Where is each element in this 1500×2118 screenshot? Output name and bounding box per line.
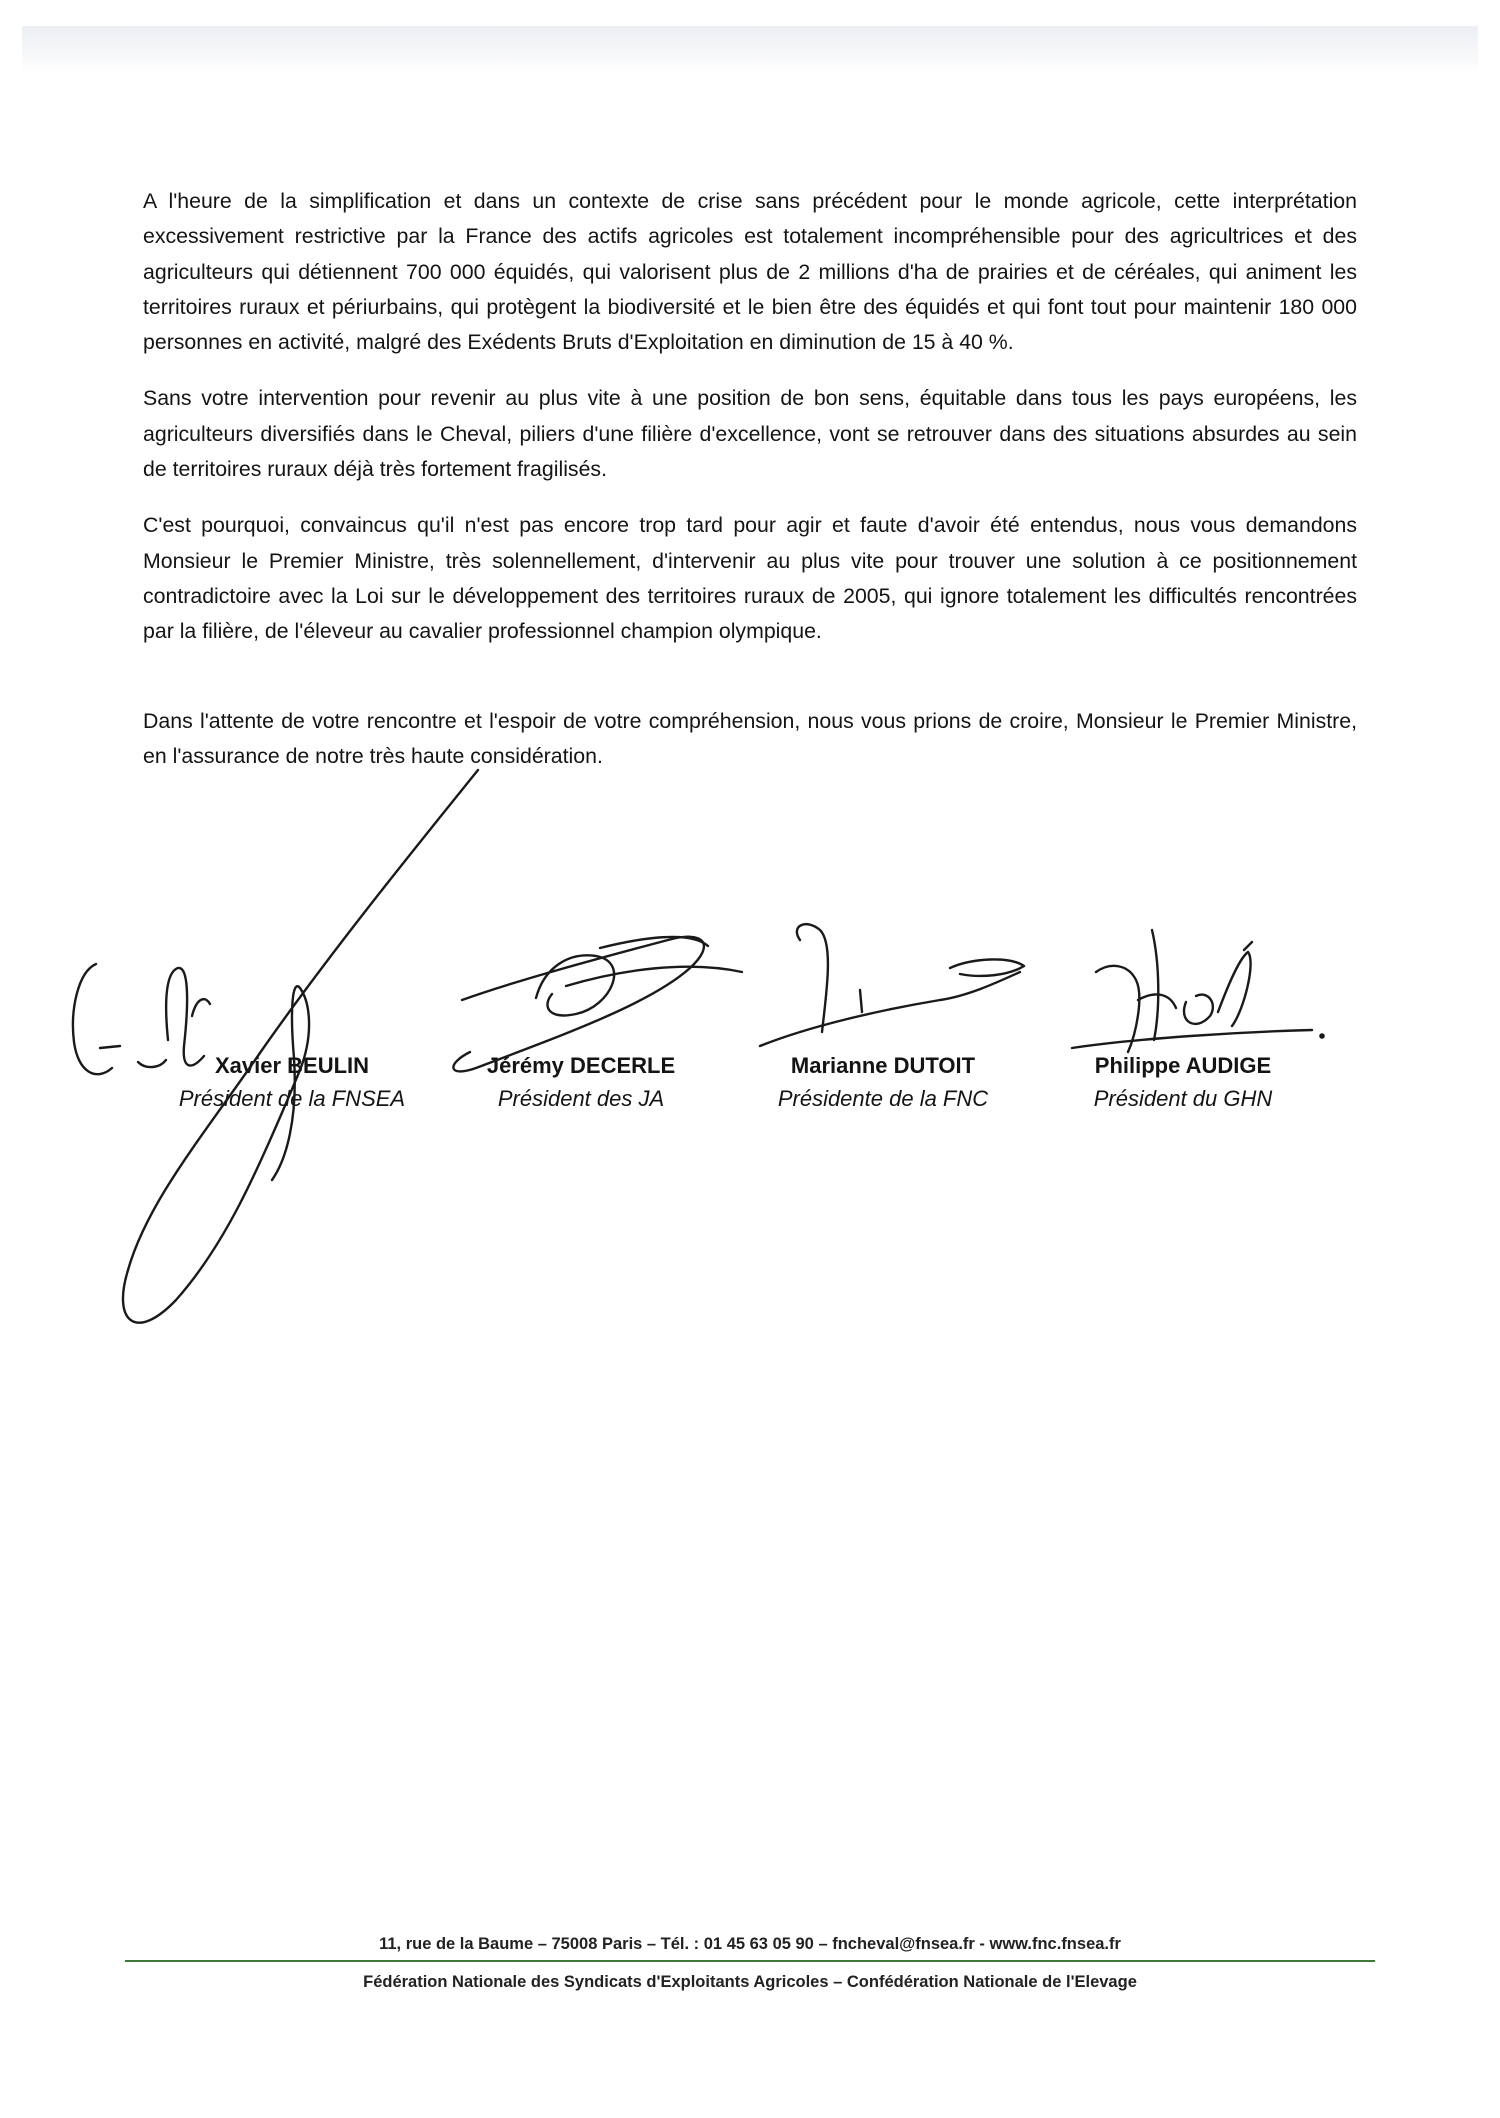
signatory-title: Président de la FNSEA xyxy=(178,1086,406,1111)
signatory-name: Philippe AUDIGE xyxy=(1094,1053,1272,1078)
signature-beulin xyxy=(73,770,478,1323)
letter-body xyxy=(143,184,1357,795)
footer-rule xyxy=(125,1960,1375,1962)
signatory-1 xyxy=(142,1050,442,1116)
footer-organizations: Fédération Nationale des Syndicats d'Exploitants Agricoles – Confédération Nationale de l'Elevage xyxy=(363,1973,1137,1991)
signatory-name: Jérémy DECERLE xyxy=(486,1053,676,1078)
footer-address: 11, rue de la Baume – 75008 Paris – Tél. : 01 45 63 05 90 – fncheval@fnsea.fr - www.fnc.fnsea.fr xyxy=(379,1935,1121,1953)
signatory-2 xyxy=(431,1050,731,1116)
paragraph-3: C'est pourquoi, convaincus qu'il n'est pas encore trop tard pour agir et faute d'avoir été entendus, nous vous demandons Monsieur le Premier Ministre, très solennellement, d'intervenir au plus vite pour trouver une solution à ce positionnement contradictoire avec la Loi sur le développement des territoires ruraux de 2005, qui ignore totalement les difficultés rencontrées par la filière, de l'éleveur au cavalier professionnel champion olympique. xyxy=(143,513,1357,644)
signatory-title: Président du GHN xyxy=(1093,1086,1273,1111)
paragraph-2: Sans votre intervention pour revenir au plus vite à une position de bon sens, équitable dans tous les pays européens, les agriculteurs diversifiés dans le Cheval, piliers d'une filière d'excellence, vont se retrouver dans des situations absurdes au sein de territoires ruraux déjà très fortement fragilisés. xyxy=(143,386,1357,482)
signature-dutoit xyxy=(760,924,1024,1046)
closing-paragraph: Dans l'attente de votre rencontre et l'espoir de votre compréhension, nous vous prions de croire, Monsieur le Premier Ministre, en l'assurance de notre très haute considération. xyxy=(143,708,1357,768)
signatory-title: Présidente de la FNC xyxy=(777,1086,989,1111)
signatory-name: Xavier BEULIN xyxy=(214,1053,370,1078)
signature-audige xyxy=(1072,930,1324,1052)
scan-shadow-band xyxy=(22,26,1478,72)
signature-decerle xyxy=(453,937,742,1072)
page-footer xyxy=(0,1932,1500,1994)
signatory-name: Marianne DUTOIT xyxy=(790,1053,976,1078)
signatory-4 xyxy=(1033,1050,1333,1116)
signatory-3 xyxy=(733,1050,1033,1116)
paragraph-1: A l'heure de la simplification et dans un contexte de crise sans précédent pour le monde agricole, cette interprétation excessivement restrictive par la France des actifs agricoles est totalement incompréhensible pour des agricultrices et des agriculteurs qui détiennent 700 000 équidés, qui valorisent plus de 2 millions d'ha de prairies et de céréales, qui animent les territoires ruraux et périurbains, qui protègent la biodiversité et le bien être des équidés et qui font tout pour maintenir 180 000 personnes en activité, malgré des Exédents Bruts d'Exploitation en diminution de 15 à 40 %. xyxy=(143,189,1357,355)
signatory-title: Président des JA xyxy=(497,1086,665,1111)
